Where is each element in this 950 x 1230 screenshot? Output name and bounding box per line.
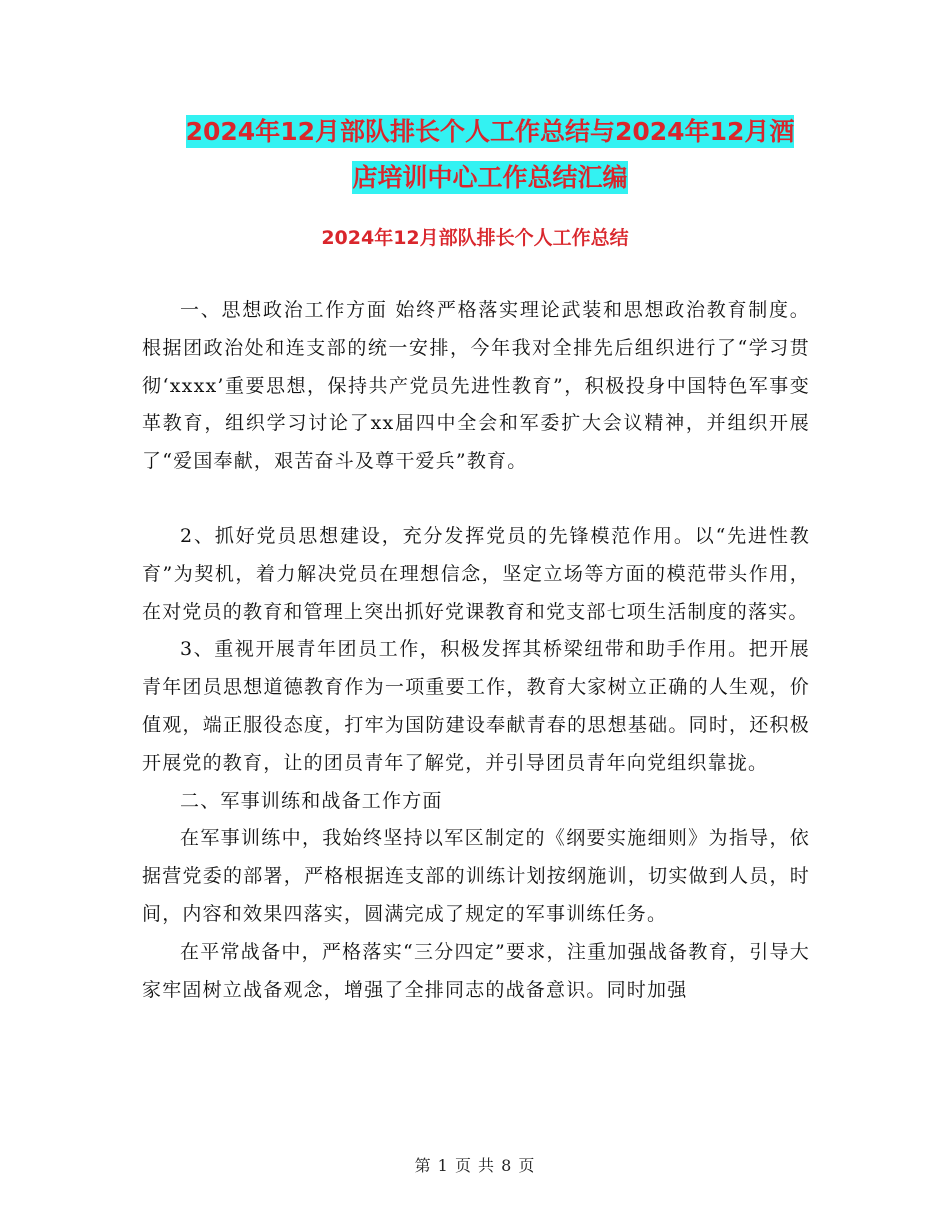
paragraph-military-training: 在军事训练中，我始终坚持以军区制定的《纲要实施细则》为指导，依据营党委的部署，严格根据连支部的训练计划按纲施训，切实做到人员，时间，内容和效果四落实，圆满完成了规定的军事训练任务。 xyxy=(142,827,810,925)
paragraph-combat-readiness: 在平常战备中，严格落实“三分四定”要求，注重加强战备教育，引导大家牢固树立战备观念，增强了全排同志的战备意识。同时加强 xyxy=(142,940,810,1001)
paragraph-youth-league-work: 3、重视开展青年团员工作，积极发挥其桥梁纽带和助手作用。把开展青年团员思想道德教育作为一项重要工作，教育大家树立正确的人生观，价值观，端正服役态度，打牢为国防建设奉献青春的思想基础。同时，还积极开展党的教育，让的团员青年了解党，并引导团员青年向党组织靠拢。 xyxy=(142,638,810,774)
section-title: 2024年12月部队排长个人工作总结 xyxy=(321,227,629,249)
paragraph-military-training-heading: 二、军事训练和战备工作方面 xyxy=(180,789,443,812)
document-body xyxy=(142,292,810,1009)
document-title-line-1 xyxy=(150,112,830,148)
page-number-footer: 第 1 页 共 8 页 xyxy=(414,1156,536,1175)
title-highlight: 2024年12月部队排长个人工作总结与2024年12月酒 xyxy=(185,117,795,146)
paragraph-political-work: 一、思想政治工作方面 始终严格落实理论武装和思想政治教育制度。根据团政治处和连支部的统一安排，今年我对全排先后组织进行了“学习贯彻‘xxxx’重要思想，保持共产党员先进性教育”，积极投身中国特色军事变革教育，组织学习讨论了xx届四中全会和军委扩大会议精神，并组织开展了“爱国奉献，艰苦奋斗及尊干爱兵”教育。 xyxy=(142,299,810,473)
document-title-line-2 xyxy=(150,158,830,194)
title-highlight: 店培训中心工作总结汇编 xyxy=(352,163,628,192)
paragraph-party-member-building: 2、抓好党员思想建设，充分发挥党员的先锋模范作用。以“先进性教育”为契机，着力解决党员在理想信念，坚定立场等方面的模范带头作用，在对党员的教育和管理上突出抓好党课教育和党支部七项生活制度的落实。 xyxy=(142,524,810,623)
